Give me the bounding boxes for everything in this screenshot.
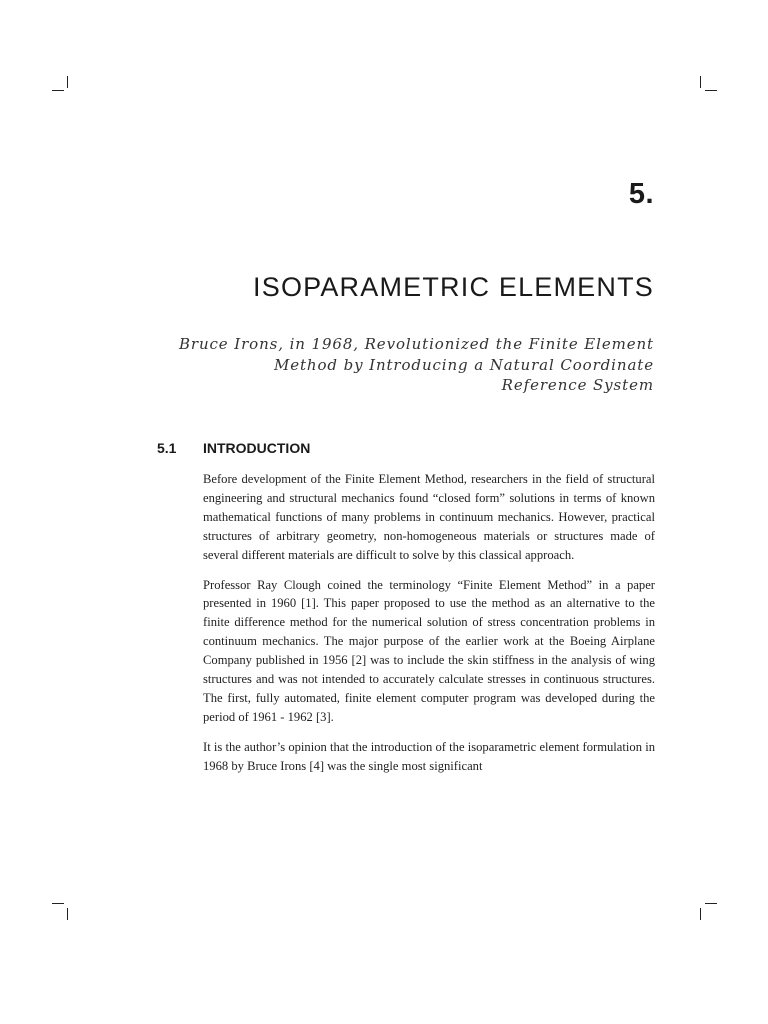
crop-mark-bottom-right-v — [700, 908, 701, 920]
section-heading: INTRODUCTION — [203, 440, 311, 456]
crop-mark-top-left-h — [52, 90, 64, 91]
section-number: 5.1 — [157, 440, 177, 456]
epigraph-line: Reference System — [501, 376, 654, 394]
chapter-epigraph — [134, 334, 654, 396]
section-body — [203, 470, 655, 787]
chapter-number: 5. — [628, 178, 654, 210]
epigraph-line: Bruce Irons, in 1968, Revolutionized the Finite Element — [178, 335, 654, 353]
crop-mark-top-right-v — [700, 76, 701, 88]
body-paragraph: It is the author’s opinion that the introduction of the isoparametric element formulation in 1968 by Bruce Irons [4] was the single most significant — [203, 739, 655, 773]
crop-mark-bottom-left-v — [67, 908, 68, 920]
crop-mark-bottom-left-h — [52, 903, 64, 904]
crop-mark-bottom-right-h — [705, 903, 717, 904]
chapter-title: ISOPARAMETRIC ELEMENTS — [253, 272, 654, 302]
epigraph-line: Method by Introducing a Natural Coordinate — [273, 355, 654, 374]
body-paragraph: Professor Ray Clough coined the terminology “Finite Element Method” in a paper presented in 1960 [1]. This paper proposed to use the method as an alternative to the finite difference method for the numerical solution of stress concentration problems in continuum mechanics. The major purpose of the earlier work at the Boeing Airplane Company published in 1956 [2] was to include the skin stiffness in the analysis of wing structures and was not intended to accurately calculate stresses in continuous structures. The first, fully automated, finite element computer program was developed during the period of 1961 - 1962 [3]. — [203, 577, 655, 724]
crop-mark-top-right-h — [705, 90, 717, 91]
crop-mark-top-left-v — [67, 76, 68, 88]
body-paragraph: Before development of the Finite Element Method, researchers in the field of structural engineering and structural mechanics found “closed form” solutions in terms of known mathematical functions of many problems in continuum mechanics. However, practical structures of arbitrary geometry, non-homogeneous materials or structures made of several different materials are difficult to solve by this classical approach. — [203, 472, 655, 562]
